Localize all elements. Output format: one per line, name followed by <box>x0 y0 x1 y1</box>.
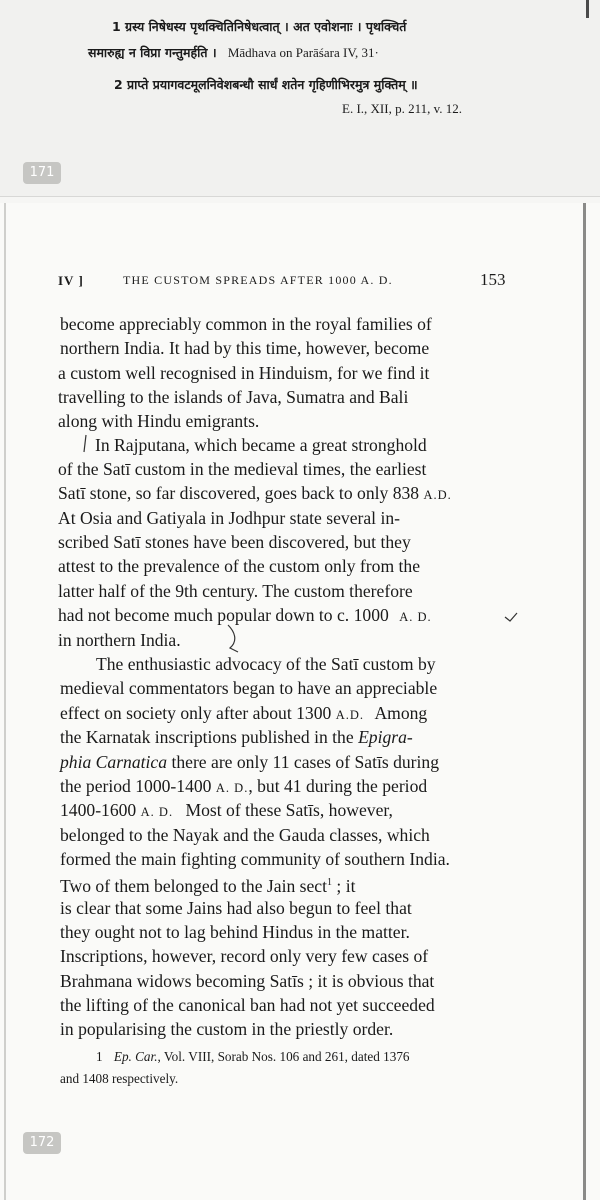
body-line-text: effect on society only after about 1300 <box>60 703 332 723</box>
body-line-text: the period 1000-1400 <box>60 776 212 796</box>
body-line: phia Carnatica there are only 11 cases of Satīs during <box>60 752 440 772</box>
body-line: of the Satī custom in the medieval times, the earliest <box>58 459 427 479</box>
body-line-text: Most of these Satīs, however, <box>185 800 393 820</box>
smallcaps-ad: A.D. <box>335 708 365 722</box>
body-line: a custom well recognised in Hinduism, for we find it <box>58 363 430 383</box>
italic-title: Epigra- <box>358 727 413 747</box>
page-index-badge: 172 <box>23 1132 61 1154</box>
pencil-tick-mark <box>84 435 86 452</box>
sanskrit-footnote-1-text: समारुह्य न विप्रा गन्तुमर्हति । <box>88 45 217 60</box>
body-line-text: Among <box>374 703 428 723</box>
body-line: medieval commentators began to have an appreciable <box>60 678 438 698</box>
body-line: In Rajputana, which became a great stronghold <box>95 435 427 455</box>
body-line: travelling to the islands of Java, Sumatra and Bali <box>58 387 409 407</box>
smallcaps-ad: A. D. <box>399 610 432 624</box>
footnote-2-citation: E. I., XII, p. 211, v. 12. <box>342 101 462 116</box>
footnote-marker: 1 <box>327 877 333 888</box>
pencil-check-mark <box>505 613 517 621</box>
page-index-badge: 171 <box>23 162 61 184</box>
body-line: latter half of the 9th century. The custom therefore <box>58 581 413 601</box>
body-line: the lifting of the canonical ban had not yet succeeded <box>60 995 435 1015</box>
body-line-text: 1400-1600 <box>60 800 137 820</box>
body-line: along with Hindu emigrants. <box>58 411 260 431</box>
pencil-bracket-mark <box>228 625 238 652</box>
body-line: in northern India. <box>58 630 181 650</box>
body-line: is clear that some Jains had also begun to feel that <box>60 898 412 918</box>
running-head-chapter: IV ] <box>58 273 84 288</box>
body-line-text: had not become much popular down to c. 1000 <box>58 605 389 625</box>
body-line: Brahmana widows becoming Satīs ; it is obvious that <box>60 971 435 991</box>
body-line: northern India. It had by this time, however, become <box>60 338 430 358</box>
smallcaps-ad: A.D. <box>423 488 452 502</box>
body-line: in popularising the custom in the priestly order. <box>60 1019 394 1039</box>
body-line-text: ; it <box>336 875 356 896</box>
body-line-text: , but 41 during the period <box>248 776 428 796</box>
sanskrit-footnote-1-line-1: 1 ग्रस्य निषेधस्य पृथक्चितिनिषेधत्वात् । अत एवोशनाः । पृथक्चिर्त <box>112 19 407 34</box>
smallcaps-ad: A. D. <box>140 805 174 819</box>
body-line-text: Two of them belonged to the Jain sect <box>60 875 328 896</box>
body-line: become appreciably common in the royal families of <box>60 314 432 334</box>
page-number: 153 <box>480 270 506 289</box>
footnote-1-citation: Mādhava on Parāśara IV, 31· <box>227 45 379 60</box>
body-line: belonged to the Nayak and the Gauda classes, which <box>60 825 430 845</box>
running-head-title: THE CUSTOM SPREADS AFTER 1000 A. D. <box>123 273 393 287</box>
footnote-number: 1 <box>96 1049 103 1064</box>
sanskrit-footnote-2: 2 प्राप्ते प्रयागवटमूलनिवेशबन्धौ सार्धं शतेन गृहिणीभिरमुत्र मुक्तिम् ॥ <box>114 77 418 92</box>
body-line-text: the Karnatak inscriptions published in the <box>60 727 354 747</box>
smallcaps-ad: A. D. <box>215 781 249 795</box>
body-line: scribed Satī stones have been discovered, but they <box>58 532 411 552</box>
body-line: formed the main fighting community of southern India. <box>60 849 450 869</box>
body-line: attest to the prevalence of the custom only from the <box>58 556 421 576</box>
footnote-line: and 1408 respectively. <box>60 1071 179 1086</box>
body-line: they ought not to lag behind Hindus in the matter. <box>60 922 410 942</box>
body-line-text: Satī stone, so far discovered, goes back to only 838 <box>58 483 420 503</box>
body-line: The enthusiastic advocacy of the Satī custom by <box>96 654 436 674</box>
body-line: Inscriptions, however, record only very few cases of <box>60 946 429 966</box>
footnote-italic: Ep. Car. <box>113 1049 158 1064</box>
footnote-text: , Vol. VIII, Sorab Nos. 106 and 261, dated 1376 <box>157 1049 410 1064</box>
body-line: At Osia and Gatiyala in Jodhpur state several in- <box>58 508 401 528</box>
